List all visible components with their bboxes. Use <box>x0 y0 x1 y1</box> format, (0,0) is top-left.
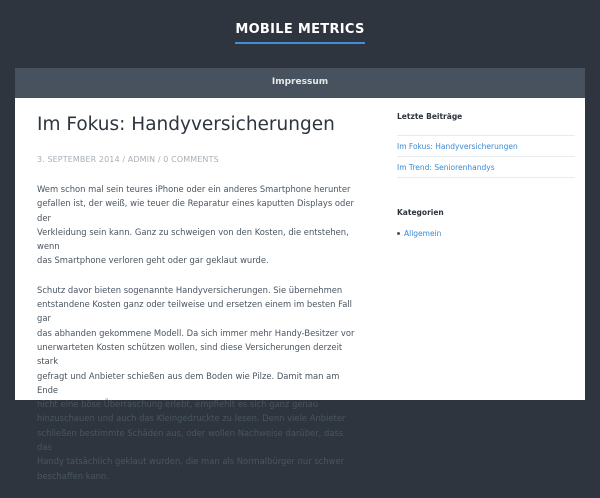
nav-item-impressum[interactable]: Impressum <box>271 77 329 87</box>
post-meta <box>37 155 219 164</box>
meta-separator: / <box>157 155 164 164</box>
post-date-link[interactable]: 3. SEPTEMBER 2014 <box>37 155 120 164</box>
recent-posts-title: Letzte Beiträge <box>397 112 463 121</box>
categories-title: Kategorien <box>397 208 444 217</box>
categories-widget <box>397 208 575 238</box>
post-paragraph: Schutz davor bieten sogenannte Handyversicherungen. Sie übernehmen entstandene Kosten ganz oder teilweise und ersetzen einem im besten Fall gar das abhanden gekommene Modell. Da sich immer mehr Handy-Besitzer vor unerwarteten Kosten schützen wollen, sind diese Versicherungen derzeit stark gefragt und Anbieter schießen aus dem Boden wie Pilze. Damit man am Ende nicht eine böse Überraschung erlebt, empfiehlt es sich ganz genau hinzuschauen und auch das Kleingedruckte zu lesen. Denn viele Anbieter schließen bestimmte Schäden aus, oder wollen Nachweise darüber, dass das Handy tatsächlich geklaut wurden, die man als Normalbürger nur schwer beschaffen kann. <box>37 284 355 481</box>
site-title-link[interactable]: MOBILE METRICS <box>235 22 364 44</box>
post-content <box>37 182 357 498</box>
recent-posts-widget <box>397 112 575 178</box>
main-navigation <box>15 68 585 98</box>
list-item <box>397 157 575 178</box>
categories-list <box>397 229 575 238</box>
category-link-allgemein[interactable]: Allgemein <box>404 229 442 238</box>
post-paragraph: Wem schon mal sein teures iPhone oder ein anderes Smartphone herunter gefallen ist, der weiß, wie teuer die Reparatur eines kaputten Displays oder der Verkleidung sein kann. Ganz zu schweigen von den Kosten, die entstehen, wenn das Smartphone verloren geht oder gar geklaut wurde. <box>37 184 354 266</box>
post-comments-link[interactable]: 0 COMMENTS <box>163 155 219 164</box>
recent-post-link[interactable]: Im Trend: Seniorenhandys <box>397 163 495 172</box>
post-title[interactable]: Im Fokus: Handyversicherungen <box>37 114 335 135</box>
site-header <box>0 0 600 68</box>
list-item <box>397 229 575 238</box>
meta-separator: / <box>122 155 128 164</box>
bullet-icon <box>397 232 400 235</box>
recent-posts-list <box>397 135 575 178</box>
site-title <box>0 22 600 44</box>
recent-post-link[interactable]: Im Fokus: Handyversicherungen <box>397 142 518 151</box>
post-author-link[interactable]: ADMIN <box>127 155 156 164</box>
list-item <box>397 135 575 157</box>
content-area <box>15 98 585 481</box>
